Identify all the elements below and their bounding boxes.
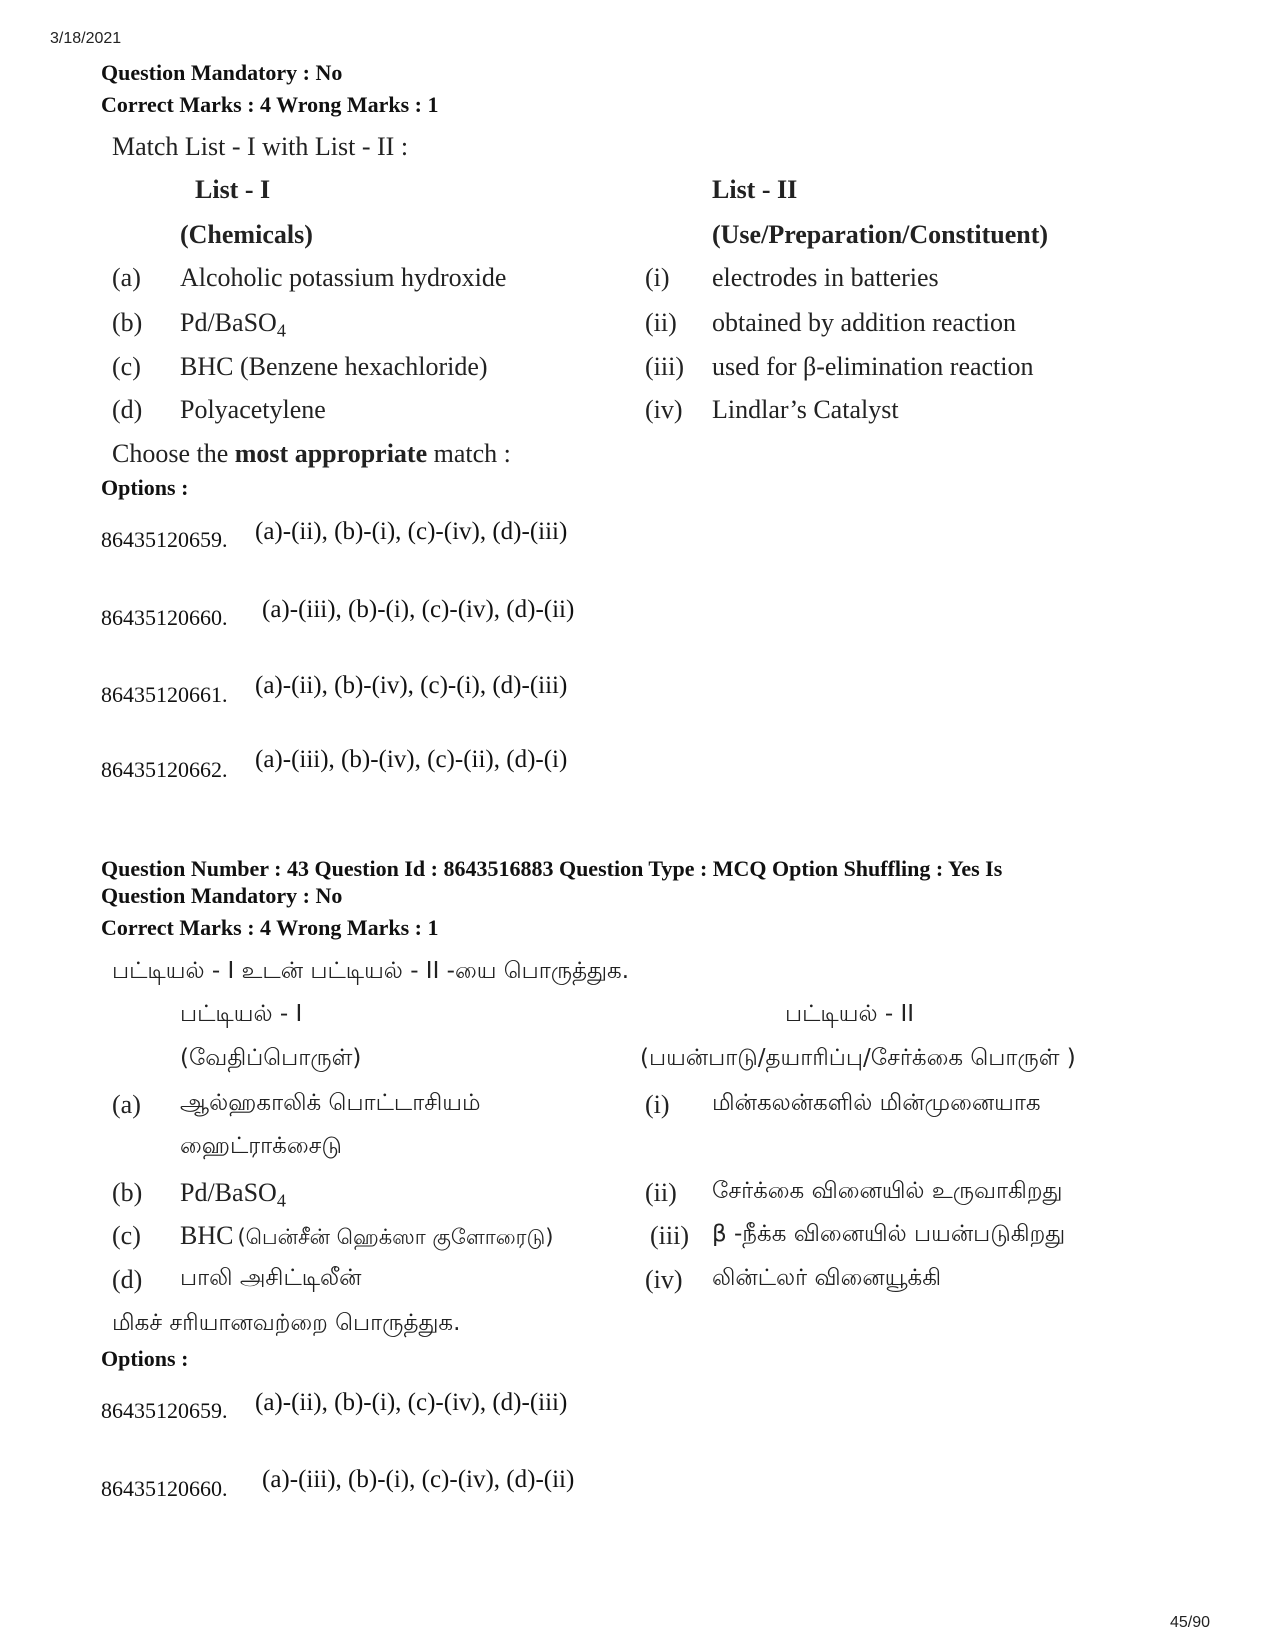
q42-option-4-id: 86435120662. <box>101 757 228 782</box>
q42-option-3-id: 86435120661. <box>101 682 228 707</box>
q42-row-d-label: (d) <box>112 395 143 424</box>
q43-instruction: பட்டியல் - I உடன் பட்டியல் - II -யை பொருத்துக. <box>112 958 630 984</box>
q43-row-b-match: சேர்க்கை வினையில் உருவாகிறது <box>712 1178 1063 1204</box>
q42-option-1-id: 86435120659. <box>101 527 228 552</box>
q42-list2-subtitle: (Use/Preparation/Constituent) <box>712 220 1049 249</box>
q42-row-c-roman: (iii) <box>645 352 684 381</box>
q43-header-line2: Question Mandatory : No <box>101 883 343 908</box>
q42-list1-subtitle: (Chemicals) <box>180 220 313 249</box>
q43-row-d-roman: (iv) <box>645 1265 683 1294</box>
q42-option-2-id: 86435120660. <box>101 605 228 630</box>
q43-header-line1: Question Number : 43 Question Id : 8643516883 Question Type : MCQ Option Shuffling : Yes Is <box>101 856 1003 881</box>
q42-row-a-label: (a) <box>112 263 141 292</box>
q42-option-4-text[interactable]: (a)-(iii), (b)-(iv), (c)-(ii), (d)-(i) <box>255 746 568 773</box>
q43-list1-title: பட்டியல் - I <box>180 1001 303 1027</box>
q43-row-c-item: BHC (பென்சீன் ஹெக்ஸா குளோரைடு) <box>180 1221 554 1250</box>
q43-row-d-label: (d) <box>112 1265 143 1294</box>
q42-row-b-label: (b) <box>112 308 143 337</box>
q43-row-d-match: லின்ட்லர் வினையூக்கி <box>712 1265 942 1291</box>
q43-row-b-label: (b) <box>112 1178 143 1207</box>
q43-marks: Correct Marks : 4 Wrong Marks : 1 <box>101 915 439 940</box>
q42-instruction: Match List - I with List - II : <box>112 132 409 161</box>
q43-row-a-label: (a) <box>112 1090 141 1119</box>
q42-choose-prompt: Choose the most appropriate match : <box>112 439 511 468</box>
q42-row-b-roman: (ii) <box>645 308 677 337</box>
q43-row-a-roman: (i) <box>645 1090 670 1119</box>
q42-row-b-match: obtained by addition reaction <box>712 308 1016 337</box>
q42-row-c-item: BHC (Benzene hexachloride) <box>180 352 488 381</box>
q42-list2-title: List - II <box>712 175 798 204</box>
q43-option-1-id: 86435120659. <box>101 1398 228 1423</box>
q43-row-a-item-line2: ஹைட்ராக்சைடு <box>180 1133 342 1159</box>
q42-options-label: Options : <box>101 475 189 500</box>
q42-option-3-text[interactable]: (a)-(ii), (b)-(iv), (c)-(i), (d)-(iii) <box>255 672 568 699</box>
q42-row-a-roman: (i) <box>645 263 670 292</box>
q43-list2-title: பட்டியல் - II <box>785 1001 915 1027</box>
q42-row-d-roman: (iv) <box>645 395 683 424</box>
q43-row-a-item-line1: ஆல்ஹகாலிக் பொட்டாசியம் <box>180 1090 481 1116</box>
q42-row-b-item: Pd/BaSO$_4$ <box>180 308 286 341</box>
q42-row-c-label: (c) <box>112 352 141 381</box>
q43-options-label: Options : <box>101 1346 189 1371</box>
q42-option-2-text[interactable]: (a)-(iii), (b)-(i), (c)-(iv), (d)-(ii) <box>262 596 575 623</box>
q43-row-b-item: Pd/BaSO$_4$ <box>180 1178 286 1211</box>
q43-row-c-match: β -நீக்க வினையில் பயன்படுகிறது <box>712 1221 1066 1247</box>
q42-option-1-text[interactable]: (a)-(ii), (b)-(i), (c)-(iv), (d)-(iii) <box>255 518 568 545</box>
q42-row-d-match: Lindlar’s Catalyst <box>712 395 899 424</box>
q42-list1-title: List - I <box>195 175 271 204</box>
q43-row-d-item: பாலி அசிட்டிலீன் <box>180 1265 362 1291</box>
q43-choose-prompt: மிகச் சரியானவற்றை பொருத்துக. <box>112 1310 461 1336</box>
q42-row-a-match: electrodes in batteries <box>712 263 939 292</box>
page-number: 45/90 <box>1170 1614 1211 1631</box>
q43-option-2-text[interactable]: (a)-(iii), (b)-(i), (c)-(iv), (d)-(ii) <box>262 1466 575 1493</box>
q42-marks: Correct Marks : 4 Wrong Marks : 1 <box>101 92 439 117</box>
q43-row-c-label: (c) <box>112 1221 141 1250</box>
q43-row-a-match: மின்கலன்களில் மின்முனையாக <box>712 1090 1041 1116</box>
q43-list2-subtitle: (பயன்பாடு/தயாரிப்பு/சேர்க்கை பொருள் ) <box>640 1045 1076 1071</box>
q42-mandatory: Question Mandatory : No <box>101 60 343 85</box>
q42-row-c-match: used for β-elimination reaction <box>712 352 1034 381</box>
q42-row-d-item: Polyacetylene <box>180 395 326 424</box>
q43-row-b-roman: (ii) <box>645 1178 677 1207</box>
q43-option-2-id: 86435120660. <box>101 1476 228 1501</box>
q43-list1-subtitle: (வேதிப்பொருள்) <box>180 1045 362 1071</box>
q43-row-c-roman: (iii) <box>650 1221 689 1250</box>
page-date: 3/18/2021 <box>50 30 122 47</box>
q42-row-a-item: Alcoholic potassium hydroxide <box>180 263 507 292</box>
q43-option-1-text[interactable]: (a)-(ii), (b)-(i), (c)-(iv), (d)-(iii) <box>255 1389 568 1416</box>
